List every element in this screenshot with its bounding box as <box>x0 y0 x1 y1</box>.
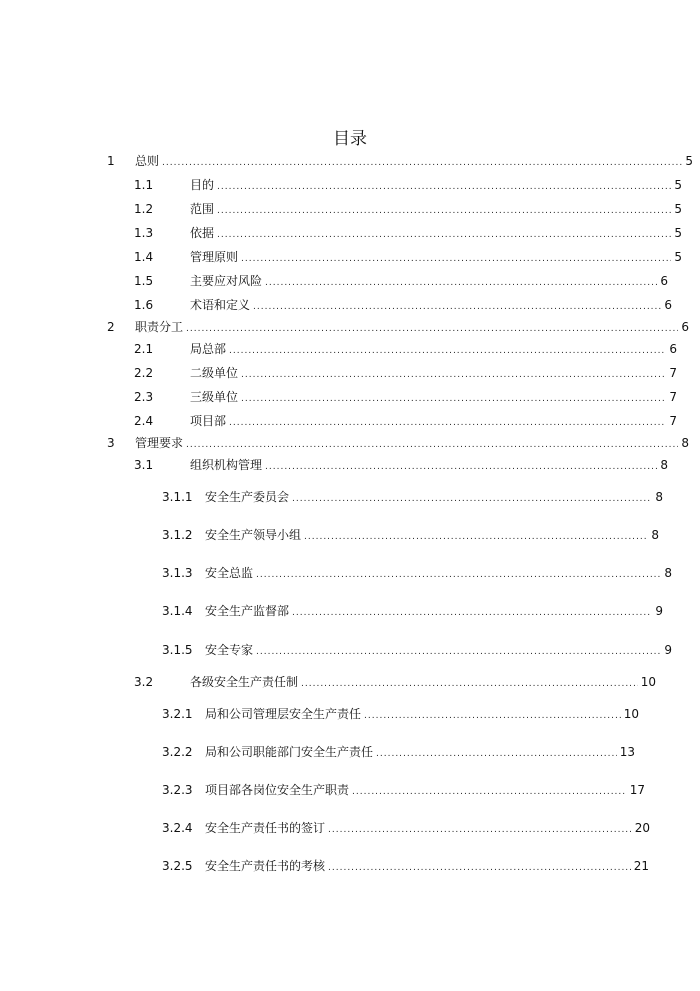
toc-entry-label: 三级单位 <box>190 390 239 404</box>
dot-leader <box>217 203 671 219</box>
toc-entry-page: 20 <box>634 821 650 835</box>
toc-entry-page: 5 <box>674 178 682 192</box>
toc-entry-label: 管理原则 <box>190 250 239 264</box>
toc-entry-label: 安全专家 <box>205 643 254 657</box>
toc-entry-label: 项目部各岗位安全生产职责 <box>205 783 350 797</box>
toc-entry-number: 1 <box>107 154 115 168</box>
toc-entry-page: 5 <box>674 250 682 264</box>
toc-entry-page: 9 <box>664 643 672 657</box>
toc-entry-label: 安全生产委员会 <box>205 490 290 504</box>
toc-entry-label: 安全总监 <box>205 566 254 580</box>
toc-entry-page: 7 <box>669 366 677 380</box>
toc-entry-number: 1.4 <box>134 250 154 264</box>
toc-entry-number: 3.1 <box>134 458 154 472</box>
toc-entry-page: 8 <box>651 528 659 542</box>
toc-entry-number: 1.5 <box>134 274 154 288</box>
toc-entry-number: 3.2.5 <box>162 859 193 873</box>
dot-leader <box>376 746 617 762</box>
toc-entry-label: 管理要求 <box>135 436 184 450</box>
toc-entry-3-1-5[interactable] <box>162 642 672 660</box>
toc-entry-page: 8 <box>664 566 672 580</box>
toc-entry-label: 局和公司管理层安全生产责任 <box>205 707 362 721</box>
toc-entry-3-2-2[interactable] <box>162 744 635 762</box>
toc-entry-page: 10 <box>623 707 639 721</box>
toc-entry-3-1-1[interactable] <box>162 489 663 507</box>
toc-entry-2[interactable] <box>107 319 689 337</box>
dot-leader <box>162 155 682 171</box>
dot-leader <box>217 227 671 243</box>
dot-leader <box>364 708 621 724</box>
toc-entry-number: 3.1.5 <box>162 643 193 657</box>
toc-entry-page: 8 <box>681 436 689 450</box>
toc-entry-page: 17 <box>629 783 645 797</box>
toc-entry-2-4[interactable] <box>134 413 677 431</box>
toc-entry-page: 8 <box>660 458 668 472</box>
toc-entry-number: 3.1.2 <box>162 528 193 542</box>
toc-entry-3-2-1[interactable] <box>162 706 639 724</box>
toc-entry-2-1[interactable] <box>134 341 677 359</box>
toc-entry-1-5[interactable] <box>134 273 668 291</box>
toc-entry-3-1-2[interactable] <box>162 527 659 545</box>
toc-entry-page: 13 <box>619 745 635 759</box>
toc-entry-page: 9 <box>655 604 663 618</box>
toc-entry-label: 组织机构管理 <box>190 458 263 472</box>
dot-leader <box>256 567 661 583</box>
dot-leader <box>253 299 661 315</box>
toc-entry-2-3[interactable] <box>134 389 677 407</box>
toc-entry-3-2-3[interactable] <box>162 782 645 800</box>
dot-leader <box>328 822 632 838</box>
toc-entry-number: 3.2.4 <box>162 821 193 835</box>
toc-entry-number: 2.1 <box>134 342 154 356</box>
toc-entry-1[interactable] <box>107 153 693 171</box>
toc-entry-number: 3.2.3 <box>162 783 193 797</box>
dot-leader <box>229 343 666 359</box>
dot-leader <box>229 415 666 431</box>
toc-entry-label: 依据 <box>190 226 215 240</box>
dot-leader <box>241 391 666 407</box>
dot-leader <box>292 605 652 621</box>
toc-entry-label: 术语和定义 <box>190 298 251 312</box>
toc-entry-label: 职责分工 <box>135 320 184 334</box>
toc-entry-3[interactable] <box>107 435 689 453</box>
toc-entry-number: 2.4 <box>134 414 154 428</box>
toc-entry-number: 3.2 <box>134 675 154 689</box>
toc-entry-page: 5 <box>685 154 693 168</box>
toc-entry-1-4[interactable] <box>134 249 682 267</box>
toc-entry-page: 10 <box>640 675 656 689</box>
toc-entry-number: 1.1 <box>134 178 154 192</box>
toc-entry-number: 2.2 <box>134 366 154 380</box>
dot-leader <box>328 860 631 876</box>
toc-entry-page: 6 <box>664 298 672 312</box>
toc-title: 目录 <box>333 129 367 149</box>
toc-entry-label: 局和公司职能部门安全生产责任 <box>205 745 374 759</box>
toc-entry-label: 局总部 <box>190 342 227 356</box>
toc-entry-page: 7 <box>669 414 677 428</box>
toc-entry-page: 6 <box>660 274 668 288</box>
toc-entry-label: 各级安全生产责任制 <box>190 675 299 689</box>
toc-entry-number: 3.1.3 <box>162 566 193 580</box>
toc-entry-page: 8 <box>655 490 663 504</box>
toc-entry-page: 6 <box>669 342 677 356</box>
toc-entry-page: 21 <box>633 859 649 873</box>
toc-entry-1-2[interactable] <box>134 201 682 219</box>
dot-leader <box>241 367 666 383</box>
toc-entry-page: 7 <box>669 390 677 404</box>
dot-leader <box>352 784 627 800</box>
toc-entry-label: 安全生产领导小组 <box>205 528 302 542</box>
dot-leader <box>265 275 657 291</box>
toc-entry-3-2-4[interactable] <box>162 820 650 838</box>
toc-entry-number: 3.2.1 <box>162 707 193 721</box>
toc-entry-label: 安全生产责任书的考核 <box>205 859 326 873</box>
toc-entry-number: 2 <box>107 320 115 334</box>
toc-entry-2-2[interactable] <box>134 365 677 383</box>
toc-entry-3-1-3[interactable] <box>162 565 672 583</box>
toc-entry-label: 范围 <box>190 202 215 216</box>
toc-entry-label: 主要应对风险 <box>190 274 263 288</box>
toc-entry-number: 1.2 <box>134 202 154 216</box>
dot-leader <box>186 437 678 453</box>
toc-entry-number: 1.6 <box>134 298 154 312</box>
toc-entry-number: 3.2.2 <box>162 745 193 759</box>
toc-entry-1-3[interactable] <box>134 225 682 243</box>
dot-leader <box>292 491 652 507</box>
toc-entry-label: 总则 <box>135 154 160 168</box>
toc-entry-number: 1.3 <box>134 226 154 240</box>
dot-leader <box>301 676 638 692</box>
toc-entry-3-2[interactable] <box>134 674 656 692</box>
toc-entry-page: 5 <box>674 202 682 216</box>
toc-entry-page: 5 <box>674 226 682 240</box>
toc-entry-1-6[interactable] <box>134 297 672 315</box>
dot-leader <box>217 179 671 195</box>
toc-entry-number: 3 <box>107 436 115 450</box>
toc-entry-page: 6 <box>681 320 689 334</box>
toc-entry-1-1[interactable] <box>134 177 682 195</box>
dot-leader <box>304 529 648 545</box>
toc-entry-label: 安全生产责任书的签订 <box>205 821 326 835</box>
dot-leader <box>186 321 678 337</box>
toc-entry-3-2-5[interactable] <box>162 858 649 876</box>
dot-leader <box>265 459 657 475</box>
toc-entry-label: 二级单位 <box>190 366 239 380</box>
toc-entry-label: 安全生产监督部 <box>205 604 290 618</box>
toc-entry-label: 项目部 <box>190 414 227 428</box>
dot-leader <box>241 251 671 267</box>
toc-entry-label: 目的 <box>190 178 215 192</box>
toc-entry-number: 3.1.4 <box>162 604 193 618</box>
toc-entry-number: 2.3 <box>134 390 154 404</box>
toc-entry-number: 3.1.1 <box>162 490 193 504</box>
toc-entry-3-1-4[interactable] <box>162 603 663 621</box>
toc-entry-3-1[interactable] <box>134 457 668 475</box>
dot-leader <box>256 644 661 660</box>
